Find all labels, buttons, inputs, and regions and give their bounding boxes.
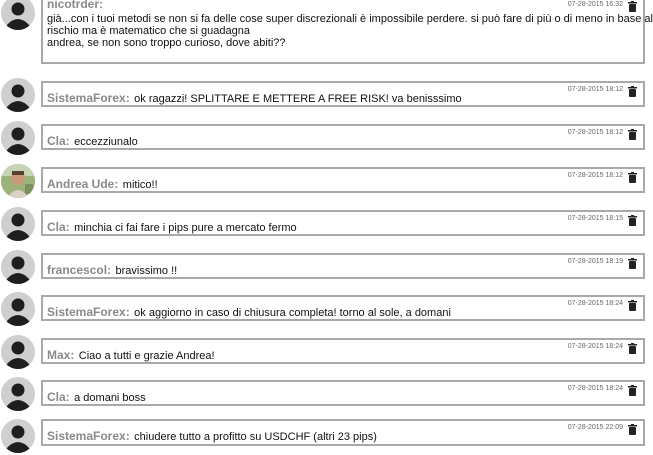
message-text: mitico!! xyxy=(122,179,158,191)
message-nick[interactable]: Cla: xyxy=(47,390,70,404)
message-bubble xyxy=(41,81,645,107)
message-bubble xyxy=(41,210,645,236)
message-timestamp: 07-28-2015 16:32 xyxy=(567,1,623,8)
chat-message xyxy=(0,335,653,369)
message-text-line: rischio ma è matematico che si guadagna xyxy=(47,25,250,37)
message-timestamp: 07-28-2015 18:15 xyxy=(567,215,623,222)
message-nick[interactable]: francescol: xyxy=(47,263,112,277)
message-bubble xyxy=(41,167,645,193)
default-user-icon xyxy=(1,250,35,284)
default-user-icon xyxy=(1,377,35,411)
trash-icon[interactable] xyxy=(628,172,637,183)
chat-message xyxy=(0,121,653,155)
message-nick[interactable]: Andrea Ude: xyxy=(47,177,119,191)
message-text-line: già...con i tuoi metodi se non si fa delle cose super discrezionali è impossibile perdere. si può fare di più o di meno in base al xyxy=(47,13,653,25)
trash-icon[interactable] xyxy=(628,215,637,226)
trash-icon[interactable] xyxy=(628,385,637,396)
message-timestamp: 07-28-2015 22:09 xyxy=(567,424,623,431)
trash-icon[interactable] xyxy=(628,129,637,140)
message-nick[interactable]: SistemaForex: xyxy=(47,91,130,105)
message-bubble xyxy=(41,253,645,279)
message-bubble xyxy=(41,380,645,406)
message-nick[interactable]: nicotrder: xyxy=(47,0,104,11)
message-bubble xyxy=(41,0,653,64)
message-bubble xyxy=(41,419,645,446)
message-nick[interactable]: SistemaForex: xyxy=(47,429,130,443)
message-text: bravissimo !! xyxy=(115,265,178,277)
message-text: ok ragazzi! SPLITTARE E METTERE A FREE RISK! va benisssimo xyxy=(134,93,462,105)
chat-message xyxy=(0,0,653,66)
message-timestamp: 07-28-2015 18:12 xyxy=(567,172,623,179)
message-timestamp: 07-28-2015 18:24 xyxy=(567,343,623,350)
trash-icon[interactable] xyxy=(628,424,637,435)
chat-message xyxy=(0,377,653,411)
user-photo xyxy=(1,164,35,198)
message-text: minchia ci fai fare i pips pure a mercato fermo xyxy=(74,222,297,234)
message-bubble xyxy=(41,338,645,364)
message-text: Ciao a tutti e grazie Andrea! xyxy=(78,350,215,362)
message-bubble xyxy=(41,295,645,321)
chat-message xyxy=(0,207,653,241)
message-text: chiudere tutto a profitto su USDCHF (altri 23 pips) xyxy=(134,431,377,443)
default-user-icon xyxy=(1,78,35,112)
trash-icon[interactable] xyxy=(628,343,637,354)
default-user-icon xyxy=(1,0,35,30)
message-nick[interactable]: Cla: xyxy=(47,134,70,148)
chat-message xyxy=(0,250,653,284)
default-user-icon xyxy=(1,292,35,326)
trash-icon[interactable] xyxy=(628,300,637,311)
default-user-icon xyxy=(1,335,35,369)
message-timestamp: 07-28-2015 18:12 xyxy=(567,86,623,93)
trash-icon[interactable] xyxy=(628,1,637,12)
default-user-icon xyxy=(1,207,35,241)
default-user-icon xyxy=(1,419,35,453)
default-user-icon xyxy=(1,121,35,155)
chat-message xyxy=(0,292,653,326)
message-timestamp: 07-28-2015 18:24 xyxy=(567,385,623,392)
message-text: eccezziunalo xyxy=(74,136,138,148)
message-text-line: andrea, se non sono troppo curioso, dove abiti?? xyxy=(47,37,286,49)
message-nick[interactable]: Max: xyxy=(47,348,75,362)
chat-message xyxy=(0,78,653,112)
trash-icon[interactable] xyxy=(628,258,637,269)
message-timestamp: 07-28-2015 18:24 xyxy=(567,300,623,307)
message-nick[interactable]: SistemaForex: xyxy=(47,305,130,319)
chat-message xyxy=(0,164,653,198)
message-nick[interactable]: Cla: xyxy=(47,220,70,234)
trash-icon[interactable] xyxy=(628,86,637,97)
message-timestamp: 07-28-2015 18:19 xyxy=(567,258,623,265)
chat-message xyxy=(0,419,653,455)
message-bubble xyxy=(41,124,645,150)
message-text: a domani boss xyxy=(74,392,146,404)
message-timestamp: 07-28-2015 18:12 xyxy=(567,129,623,136)
message-text: ok aggiorno in caso di chiusura completa! torno al sole, a domani xyxy=(134,307,451,319)
